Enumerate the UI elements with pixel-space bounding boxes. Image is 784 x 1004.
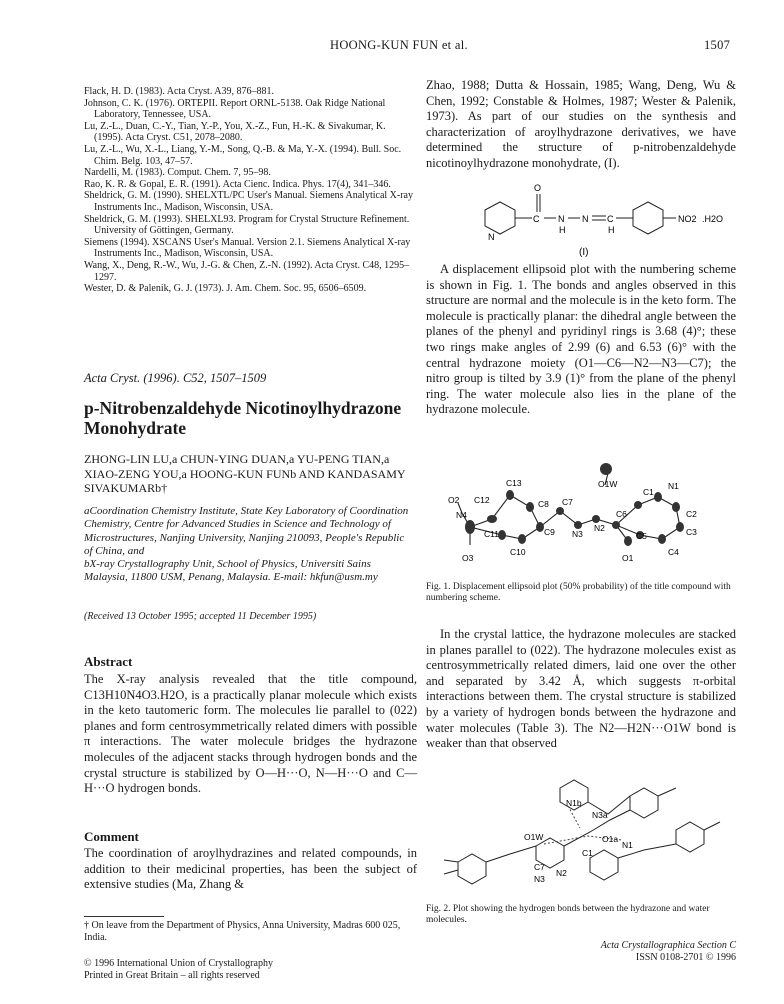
fig1-label-c6: C6 <box>616 509 627 519</box>
scheme-atom-c: C <box>533 214 540 224</box>
reference-item: Johnson, C. K. (1976). ORTEPII. Report ORNL-5138. Oak Ridge National Laboratory, Tennessee, USA. <box>84 97 386 121</box>
figure-2-caption: Fig. 2. Plot showing the hydrogen bonds between the hydrazone and water molecules. <box>426 904 710 925</box>
scheme-atom-c2: C <box>607 214 614 224</box>
reference-item: Sheldrick, G. M. (1990). SHELXTL/PC User's Manual. Siemens Analytical X-ray Instruments Inc., Madison, Wisconsin, USA. <box>84 190 413 213</box>
received-dates: (Received 13 October 1995; accepted 11 December 1995) <box>84 611 317 622</box>
reference-item: Wang, X., Deng, R.-W., Wu, J.-G. & Chen, Z.-N. (1992). Acta Cryst. C48, 1295–1297. <box>84 259 410 283</box>
reference-item: Flack, H. D. (1983). Acta Cryst. A39, 876–881. <box>84 86 274 97</box>
journal-info <box>520 940 736 964</box>
comment-paragraph-2: A displacement ellipsoid plot with the numbering scheme is shown in Fig. 1. The bonds and angles observed in this structure are normal and the molecule is in the keto form. The molecule is practically planar: the dihedral angle between the planes of the phenyl and pyridinyl rings is 3.68 (4)°; these two rings make angles of 2.99 (6) and 6.53 (6)° with the central hydrazone moiety (O1—C6—N2—N3—C7); the nitro group is tilted by 3.9 (1)° from the plane of the phenyl ring. The water molecule also lies in the plane of the hydrazone molecule. <box>426 262 736 417</box>
fig1-label-c12: C12 <box>474 495 490 505</box>
reference-item: Lu, Z.-L., Wu, X.-L., Liang, Y.-M., Song, Q.-B. & Ma, Y.-X. (1994). Bull. Soc. Chim. Belg. 103, 47–57. <box>84 143 402 167</box>
fig1-label-c9: C9 <box>544 527 555 537</box>
fig1-label-n1: N1 <box>668 481 679 491</box>
page-number: 1507 <box>704 38 731 52</box>
running-title: HOONG-KUN FUN et al. <box>330 38 468 52</box>
affiliations <box>84 505 414 585</box>
footnote-rule <box>84 916 164 917</box>
footnote: † On leave from the Department of Physics, Anna University, Madras 600 025, India. <box>84 920 401 943</box>
fig1-label-c4: C4 <box>668 547 679 557</box>
journal-issn: ISSN 0108-2701 © 1996 <box>635 951 736 963</box>
reference-item: Rao, K. R. & Gopal, E. R. (1991). Acta Cienc. Indica. Phys. 17(4), 341–346. <box>84 178 391 190</box>
article-authors: ZHONG-LIN LU,a CHUN-YING DUAN,a YU-PENG TIAN,a XIAO-ZENG YOU,a HOONG-KUN FUNb AND KANDASAMY SIVAKUMARb† <box>84 452 406 495</box>
fig1-label-c10: C10 <box>510 547 526 557</box>
reference-item: Lu, Z.-L., Duan, C.-Y., Tian, Y.-P., You, X.-Z., Fun, H.-K. & Sivakumar, K. (1995). Acta Cryst. C51, 2078–2080. <box>84 120 386 144</box>
fig1-label-c11: C11 <box>484 529 499 539</box>
fig1-label-c2: C2 <box>686 509 697 519</box>
scheme-atom-n1: N <box>558 214 565 224</box>
scheme-atom-n2: N <box>582 214 589 224</box>
printed-line: Printed in Great Britain – all rights reserved <box>84 969 260 981</box>
fig1-label-o3: O3 <box>462 553 474 563</box>
scheme-label: (I) <box>579 247 589 258</box>
fig1-label-c7: C7 <box>562 497 573 507</box>
fig1-label-n4: N4 <box>456 510 467 520</box>
article-title: p-Nitrobenzaldehyde Nicotinoylhydrazone Monohydrate <box>84 398 402 438</box>
abstract-text: The X-ray analysis revealed that the title compound, C13H10N4O3.H2O, is a practically planar molecule which exists in the keto tautomeric form. The molecules lie parallel to (022) planes and form centrosymmetrically related dimers with possible π interactions. The water molecule bridges the hydrazone molecules of the adjacent stacks through hydrogen bonds and the crystal structure is stabilized by O—H···O, N—H···O and C—H···O hydrogen bonds. <box>84 672 417 796</box>
article-citation: Acta Cryst. (1996). C52, 1507–1509 <box>84 371 267 385</box>
fig2-label-n3: N3 <box>534 874 545 884</box>
fig2-label-n1: N1 <box>622 840 633 850</box>
fig2-label-n2: N2 <box>556 868 567 878</box>
copyright-line: © 1996 International Union of Crystallography <box>84 958 273 969</box>
comment-text-left: The coordination of aroylhydrazines and related compounds, in addition to their medicinal properties, has been the subject of extensive studies (Ma, Zhang & <box>84 846 417 892</box>
reference-item: Nardelli, M. (1983). Comput. Chem. 7, 95–98. <box>84 167 271 179</box>
abstract-heading: Abstract <box>84 654 133 669</box>
fig1-label-n3: N3 <box>572 529 583 539</box>
fig1-label-c1: C1 <box>643 487 654 497</box>
fig1-label-o1w: O1W <box>598 479 618 489</box>
fig1-label-c5: C5 <box>636 531 647 541</box>
fig1-label-c13: C13 <box>506 478 522 488</box>
reference-item: Siemens (1994). XSCANS User's Manual. Version 2.1. Siemens Analytical X-ray Instruments Inc., Madison, Wisconsin, USA. <box>84 236 411 260</box>
fig2-label-n1b: N1b <box>566 798 582 808</box>
fig1-label-o1: O1 <box>622 553 634 563</box>
fig2-label-c7: C7 <box>534 862 545 872</box>
figure-2-hydrogen-bond-plot <box>440 770 740 898</box>
fig2-label-o1w: O1W <box>524 832 544 842</box>
affiliation-b: bX-ray Crystallography Unit, School of Physics, Universiti Sains Malaysia, 11800 USM, Penang, Malaysia. E-mail: hkfun@usm.my <box>84 558 378 584</box>
fig2-label-n3a: N3a <box>592 810 608 820</box>
scheme-atom-n-ring: N <box>488 232 495 242</box>
reference-item: Sheldrick, G. M. (1993). SHELXL93. Program for Crystal Structure Refinement. University of Göttingen, Germany. <box>84 213 410 237</box>
scheme-atom-o: O <box>534 183 542 193</box>
scheme-atom-h1: H <box>559 225 566 235</box>
fig2-label-c1: C1 <box>582 848 593 858</box>
fig1-label-o2: O2 <box>448 495 460 505</box>
scheme-water: .H2O <box>702 214 724 224</box>
copyright-notice <box>84 958 384 982</box>
comment-heading: Comment <box>84 829 139 844</box>
chemical-scheme <box>440 180 740 275</box>
pyridine-ring <box>485 202 515 234</box>
journal-name: Acta Crystallographica Section C <box>600 940 736 951</box>
fig1-label-c3: C3 <box>686 527 697 537</box>
figure-1-caption: Fig. 1. Displacement ellipsoid plot (50% probability) of the title compound with numbering scheme. <box>426 582 731 603</box>
phenyl-ring <box>633 202 663 234</box>
fig1-label-c8: C8 <box>538 499 549 509</box>
comment-text-right: Zhao, 1988; Dutta & Hossain, 1985; Wang, Deng, Wu & Chen, 1992; Constable & Holmes, 1987; Wester & Palenik, 1973). As part of our studies on the synthesis and characterization of aroylhydrazone derivatives, we have determined the structure of p-nitrobenzaldehyde nicotinoylhydrazone monohydrate, (I). <box>426 78 736 170</box>
comment-paragraph-3: In the crystal lattice, the hydrazone molecules are stacked in planes parallel to (022). The hydrazone molecules exist as centrosymmetrically related dimers, laid one over the other and separated by 3.42 Å, which suggests π-orbital interactions between them. The crystal structure is stabilized by a variety of hydrogen bonds between the hydrazone and water molecules (Table 3). The N2—H2N···O1W bond is weaker than that observed <box>426 627 736 751</box>
reference-list <box>84 86 414 295</box>
fig2-label-o1a: O1a <box>602 834 619 844</box>
scheme-atom-h2: H <box>608 225 615 235</box>
figure-1-ellipsoid-plot <box>440 455 740 580</box>
affiliation-a: aCoordination Chemistry Institute, State Key Laboratory of Coordination Chemistry, Centre for Advanced Studies in Science and Technology of Microstructures, Nanjing University, Nanjing 210093, People's Republic of China, and <box>84 505 409 557</box>
fig1-label-n2: N2 <box>594 523 605 533</box>
reference-item: Wester, D. & Palenik, G. J. (1973). J. Am. Chem. Soc. 95, 6506–6509. <box>84 283 367 295</box>
scheme-nitro: NO2 <box>678 214 697 224</box>
